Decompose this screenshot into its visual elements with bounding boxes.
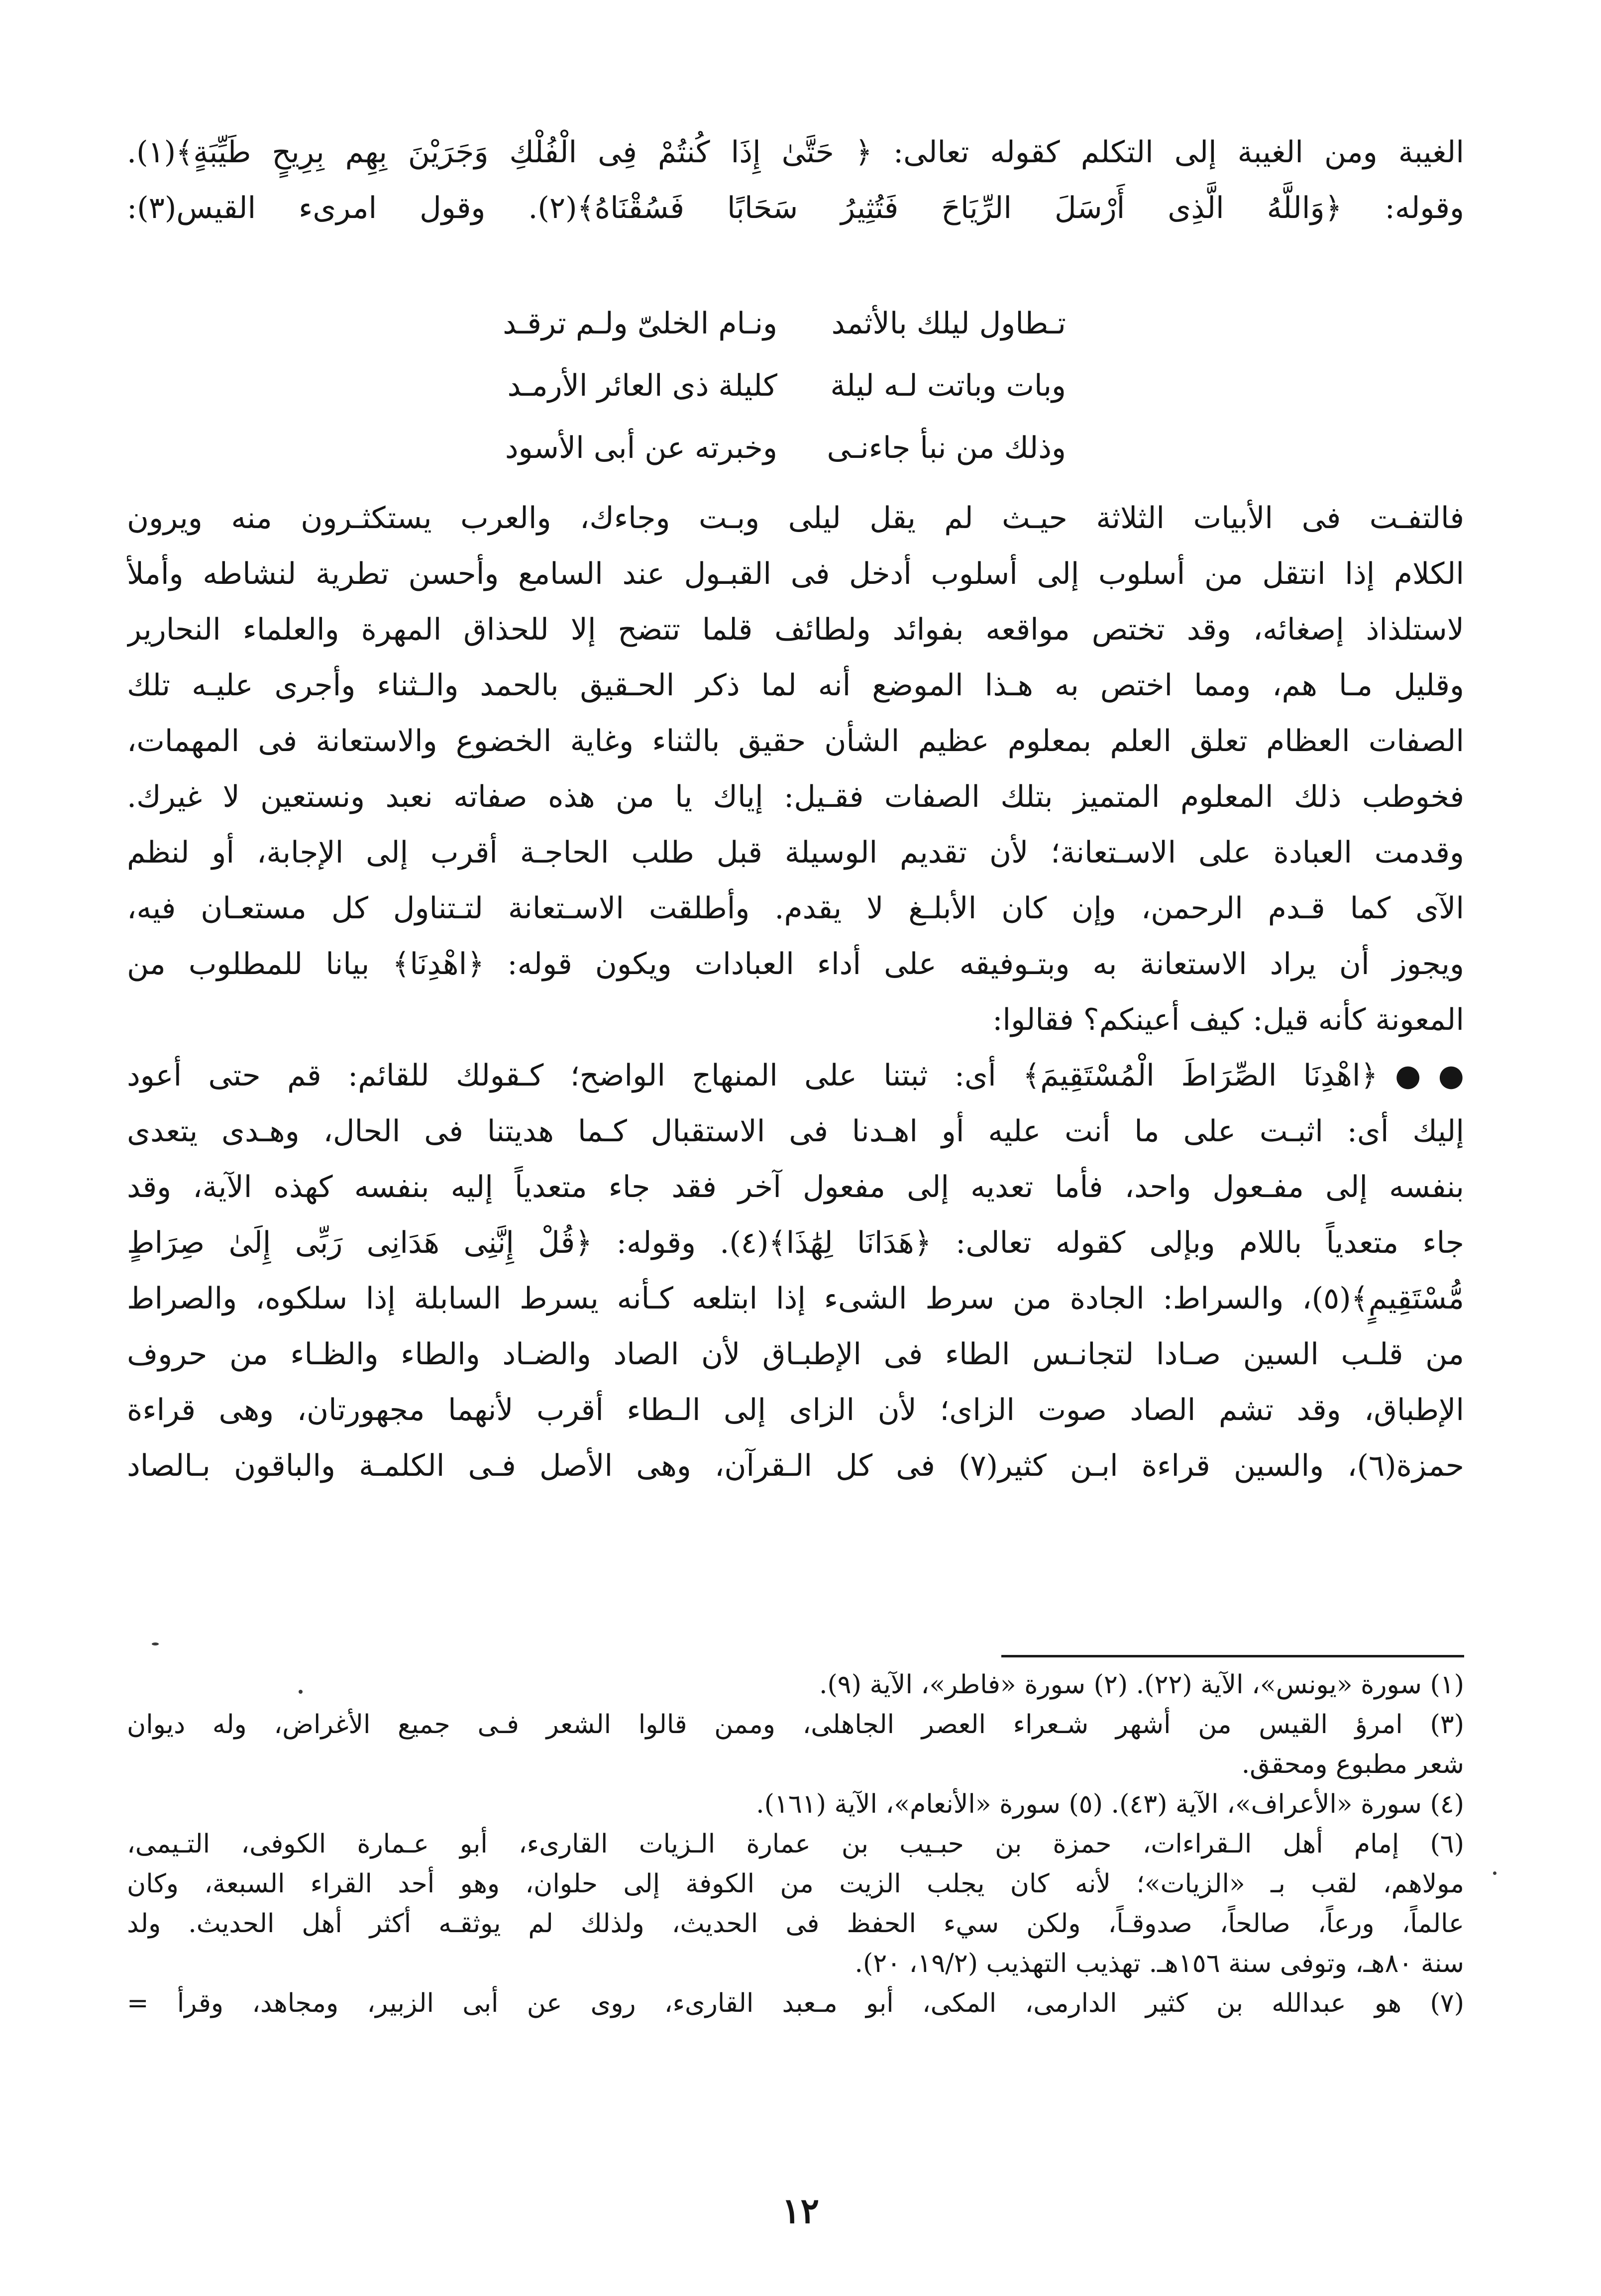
footnotes [127, 1665, 1464, 2023]
text-line: الصفات العظام تعلق العلم بمعلوم عظيم الشأن حقيق بالثناء وغاية الخضوع والاستعانة فى المهمات، [127, 724, 1464, 759]
page-number: ١٢ [781, 2190, 820, 2231]
poem-hemistich-first: وبات وباتت لـه ليلة [830, 368, 1066, 403]
text-line: حمزة(٦)، والسين قراءة ابـن كثير(٧) فى كل الـقرآن، وهى الأصل فـى الكلمـة والباقون بـالصاد [127, 1448, 1464, 1483]
footnote-line: شعر مطبوع ومحقق. [1241, 1749, 1464, 1779]
poem-hemistich-second: وخبرته عن أبى الأسود [505, 431, 777, 465]
text-line: جاء متعدياً باللام وبإلى كقوله تعالى: ﴿هَدَانَا لِهَٰذَا﴾(٤). وقوله: ﴿قُلْ إِنَّنِى هَدَانِى رَبِّى إِلَىٰ صِرَاطٍ [127, 1225, 1464, 1260]
scan-speck [1493, 1871, 1496, 1875]
footnote-line: (٧) هو عبدالله بن كثير الدارمى، المكى، أبو مـعبد القارىء، روى عن أبى الزبير، ومجاهد، وقرأ = [127, 1988, 1464, 2018]
text-line: الكلام إذا انتقل من أسلوب إلى أسلوب أدخل فى القبـول عند السامع وأحسن تطرية لنشاطه وأملأ [127, 556, 1464, 591]
text-line: فالتفـت فى الأبيات الثلاثة حيـث لم يقل ليلى وبـت وجاءك، والعرب يستكثـرون منه ويرون [127, 501, 1464, 536]
text-line: من قلـب السين صـادا لتجانـس الطاء فى الإطبـاق لأن الصاد والضـاد والطاء والظـاء من حروف [127, 1337, 1464, 1372]
poem-hemistich-second: كليلة ذى العائر الأرمـد [507, 368, 777, 403]
text-line: وقليل مـا هم، ومما اختص به هـذا الموضع أنه لما ذكر الحـقيق بالحمد والـثناء وأجرى عليـه تلك [127, 668, 1464, 703]
body-text-main [127, 490, 1464, 1494]
text-line: المعونة كأنه قيل: كيف أعينكم؟ فقالوا: [992, 1002, 1464, 1037]
poem-hemistich-second: ونـام الخلىّ ولـم ترقـد [503, 306, 777, 341]
footnote-line: مولاهم، لقب بـ «الزيات»؛ لأنه كان يجلب الزيت من الكوفة إلى حلوان، وهو أحد القراء السبعة، وكان [127, 1869, 1464, 1899]
text-line: بنفسه إلى مفـعول واحد، فأما تعديه إلى مفعول آخر فقد جاء متعدياً إليه بنفسه كهذه الآية، وقد [127, 1170, 1464, 1204]
poem-hemistich-first: تـطاول ليلك بالأثمد [831, 306, 1066, 341]
scan-speck [152, 1642, 159, 1645]
footnote-line: (٦) إمام أهل الـقراءات، حمزة بن حبـيب بن عمارة الـزيات القارىء، أبو عـمارة الكوفى، التـيمى، [127, 1829, 1464, 1859]
scan-speck [299, 1690, 303, 1694]
text-line: إليك أى: اثبـت على ما أنت عليه أو اهـدنا فى الاستقبال كـما هديتنا فى الحال، وهـدى يتعدى [127, 1114, 1464, 1149]
text-line: وقوله: ﴿وَاللَّهُ الَّذِى أَرْسَلَ الرِّيَاحَ فَتُثِيرُ سَحَابًا فَسُقْنَاهُ﴾(٢). وقول امرىء القيس(٣): [127, 191, 1464, 225]
footnote-line: (١) سورة «يونس»، الآية (٢٢). (٢) سورة «فاطر»، الآية (٩). [819, 1670, 1464, 1700]
text-line: وقدمت العبادة على الاسـتعانة؛ لأن تقديم الوسيلة قبل طلب الحاجـة أقرب إلى الإجابة، أو لنظم [127, 835, 1464, 870]
text-line: الغيبة ومن الغيبة إلى التكلم كقوله تعالى: ﴿ حَتَّىٰ إِذَا كُنتُمْ فِى الْفُلْكِ وَجَرَيْنَ بِهِم بِرِيحٍ طَيِّبَةٍ﴾(١). [127, 135, 1464, 170]
text-line: ●●﴿اهْدِنَا الصِّرَاطَ الْمُسْتَقِيمَ﴾ أى: ثبتنا على المنهاج الواضح؛ كـقولك للقائم: قم حتى أعود [127, 1058, 1464, 1093]
poem-hemistich-first: وذلك من نبأ جاءنـى [827, 431, 1066, 465]
text-line: ويجوز أن يراد الاستعانة به وبتـوفيقه على أداء العبادات ويكون قوله: ﴿اهْدِنَا﴾ بيانا للمطلوب من [127, 947, 1464, 982]
poem [0, 291, 1601, 500]
text-line: الإطباق، وقد تشم الصاد صوت الزاى؛ لأن الزاى إلى الـطاء أقرب لأنهما مجهورتان، وهى قراءة [127, 1393, 1464, 1427]
text-line: مُّسْتَقِيمٍ﴾(٥)، والسراط: الجادة من سرط الشىء إذا ابتلعه كـأنه يسرط السابلة إذا سلكوه، والصراط [127, 1281, 1464, 1316]
footnote-separator [1001, 1655, 1464, 1657]
text-line: لاستلذاذ إصغائه، وقد تختص مواقعه بفوائد ولطائف قلما تتضح إلا للحذاق المهرة والعلماء النحارير [127, 612, 1464, 647]
footnote-line: سنة ٨٠هـ، وتوفى سنة ١٥٦هـ. تهذيب التهذيب (١٩/٢، ٢٠). [854, 1949, 1464, 1978]
text-line: فخوطب ذلك المعلوم المتميز بتلك الصفات فقـيل: إياك يا من هذه صفاته نعبد ونستعين لا غيرك. [127, 779, 1464, 814]
footnote-line: عالماً، ورعاً، صالحاً، صدوقـاً، ولكن سيء الحفظ فى الحديث، ولذلك لم يوثقـه أكثر أهل الحديث. ولد [127, 1909, 1464, 1939]
footnote-line: (٤) سورة «الأعراف»، الآية (٤٣). (٥) سورة «الأنعام»، الآية (١٦١). [756, 1789, 1464, 1819]
footnote-line: (٣) امرؤ القيس من أشهر شـعراء العصر الجاهلى، وممن قالوا الشعر فـى جميع الأغراض، وله ديوان [127, 1710, 1464, 1740]
body-text-top [127, 124, 1464, 236]
text-line: الآى كما قـدم الرحمن، وإن كان الأبلـغ لا يقدم. وأطلقت الاسـتعانة لتـتناول كل مستعـان فيه، [127, 891, 1464, 926]
